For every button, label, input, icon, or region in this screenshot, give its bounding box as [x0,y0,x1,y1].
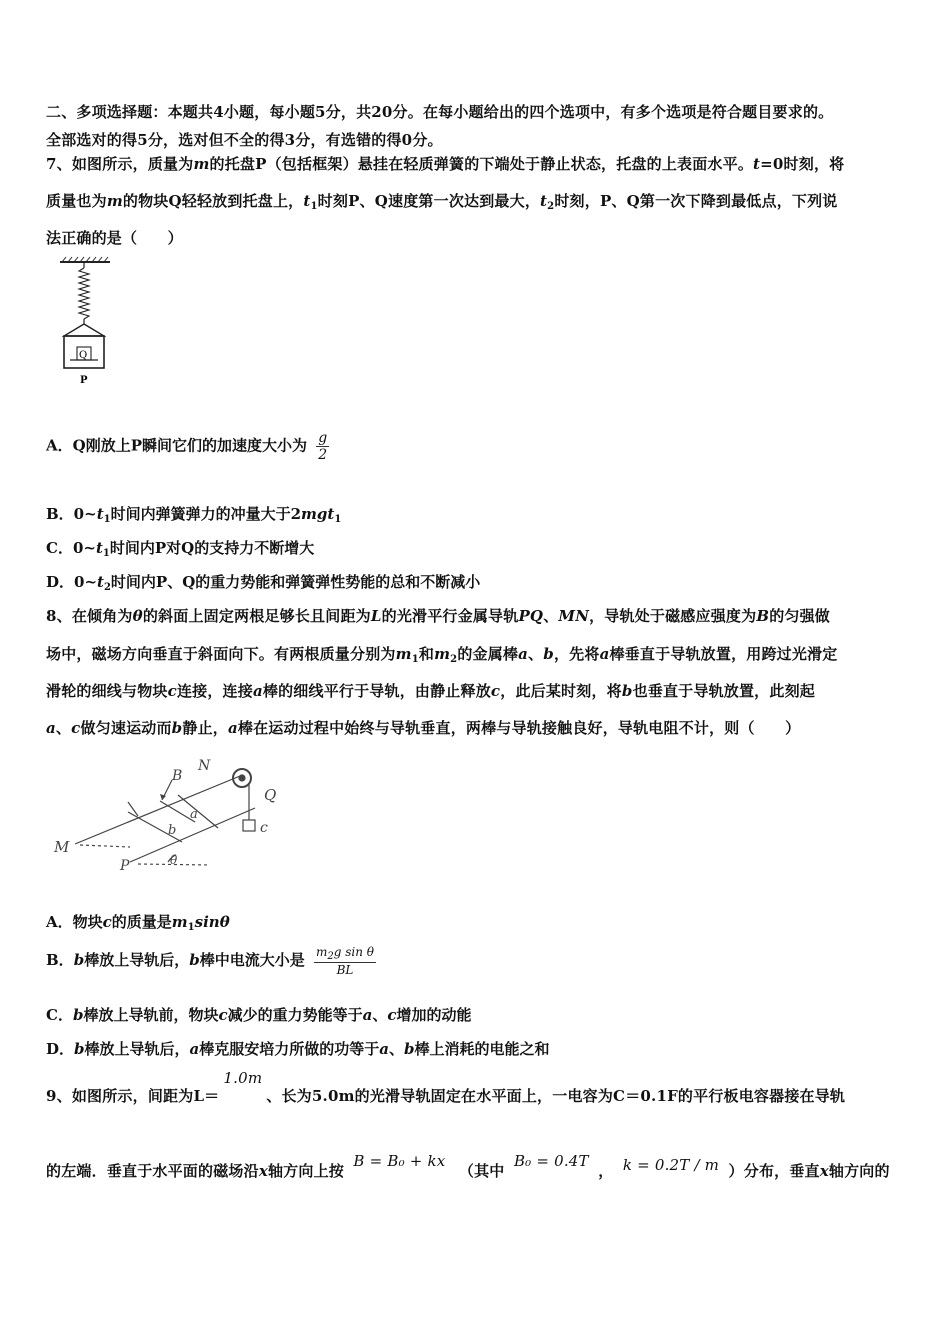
q8-line-2: 场中，磁场方向垂直于斜面向下。有两根质量分别为$m_1$和$m_2$的金属棒a、b，先将a棒垂直于导轨放置，用跨过光滑定 [46,645,838,665]
q8-option-a: A．物块c的质量是$m_1\sin\theta$ [46,913,230,933]
q7-option-b: B．$0\sim t_1$时间内弹簧弹力的冲量大于2mgt$_1$ [46,505,342,525]
q8-label-p: P [120,858,130,874]
q8-line-3: 滑轮的细线与物块c连接，连接a棒的细线平行于导轨，由静止释放c，此后某时刻，将b也垂直于导轨放置，此刻起 [46,682,815,700]
q8-line-1: 8、在倾角为θ的斜面上固定两根足够长且间距为L的光滑平行金属导轨PQ、MN，导轨处于磁感应强度为B的匀强做 [46,607,831,625]
q8-label-theta: θ [170,853,178,867]
q8-label-b-field: B [172,768,183,784]
q7-option-c: C．$0\sim t_1$时间内P对Q的支持力不断增大 [46,539,315,559]
q7-option-d: D．$0\sim t_2$时间内P、Q的重力势能和弹簧弹性势能的总和不断减小 [46,573,481,593]
q8-label-q: Q [264,786,277,804]
q7-line-3: 法正确的是（ ） [46,229,183,247]
q8-rails-figure [50,752,300,882]
q7-option-a: A．Q刚放上P瞬间它们的加速度大小为 $\frac{g}{2}$ [46,430,328,463]
q7-p-label: P [80,375,88,386]
q8-option-d: D．b棒放上导轨后，a棒克服安培力所做的功等于a、b棒上消耗的电能之和 [46,1040,550,1058]
q8-option-b-fraction: $\frac{m_2g \sin \theta}{BL}$ [315,945,374,977]
q8-label-m: M [54,838,70,856]
q7-line-2: 质量也为m的物块Q轻轻放到托盘上，$t_1$时刻P、Q速度第一次达到最大，$t_2$时刻，P、Q第一次下降到最低点，下列说 [46,192,838,212]
q8-label-n: N [198,758,211,774]
q7-option-a-fraction: $\frac{g}{2}$ [318,430,328,463]
q7-spring-figure [46,256,126,388]
section-header-line-2: 全部选对的得5分，选对但不全的得3分，有选错的得0分。 [46,131,443,149]
q8-option-b: B．b棒放上导轨后，b棒中电流大小是 $\frac{m_2g \sin \theta}{BL}$ [46,945,374,977]
q8-option-c: C．b棒放上导轨前，物块c减少的重力势能等于a、c增加的动能 [46,1006,472,1024]
q8-line-4: a、c做匀速运动而b静止，a棒在运动过程中始终与导轨垂直，两棒与导轨接触良好，导轨电阻不计，则（ ） [46,719,801,737]
q9-line-1: 9、如图所示，间距为L＝1.0m、长为5.0m的光滑导轨固定在水平面上，一电容为C＝0.1F的平行板电容器接在导轨 [46,1069,846,1105]
q8-label-a: a [190,807,198,822]
section-header-line-1: 二、多项选择题：本题共4小题，每小题5分，共20分。在每小题给出的四个选项中，有多个选项是符合题目要求的。 [46,103,834,121]
q7-line-1: 7、如图所示，质量为m的托盘P（包括框架）悬挂在轻质弹簧的下端处于静止状态，托盘的上表面水平。t=0时刻，将 [46,155,845,173]
q8-label-b-rod: b [168,823,177,838]
q9-line-2: 的左端．垂直于水平面的磁场沿x轴方向上按 B = B₀ + kx （其中 B₀ = 0.4T ， k = 0.2T / m ）分布，垂直x轴方向的 [46,1152,890,1180]
q8-label-c: c [260,820,268,836]
q7-q-label: Q [79,350,88,361]
